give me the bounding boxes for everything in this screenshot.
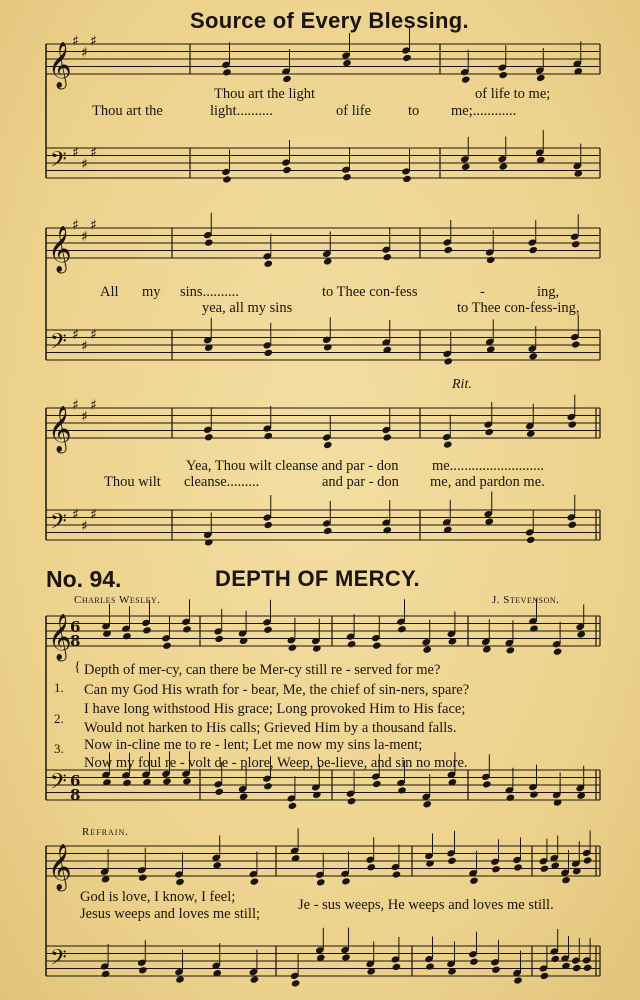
note-head bbox=[366, 863, 376, 871]
sharp-sign: ♯ bbox=[90, 33, 97, 50]
note-head bbox=[288, 802, 298, 810]
note-head bbox=[263, 521, 273, 529]
note-head bbox=[122, 779, 132, 787]
note-head bbox=[422, 646, 432, 654]
note-head bbox=[341, 953, 351, 961]
note-head bbox=[122, 632, 132, 640]
clef-symbol: 𝄢 bbox=[50, 945, 67, 976]
brace: { bbox=[74, 660, 81, 675]
clef-symbol: 𝄢 bbox=[50, 329, 67, 360]
time-signature-denominator: 8 bbox=[70, 632, 81, 650]
note-head bbox=[182, 625, 192, 633]
note-head bbox=[222, 175, 232, 183]
note-head bbox=[342, 173, 352, 181]
lyric: Thou art the light bbox=[214, 86, 316, 102]
note-head bbox=[469, 877, 479, 885]
sharp-sign: ♯ bbox=[90, 397, 97, 414]
note-head bbox=[323, 343, 333, 351]
lyric: me;............ bbox=[451, 103, 517, 119]
note-head bbox=[443, 440, 453, 448]
verse-line: Can my God His wrath for - bear, Me, the chief of sin-ners, spare? bbox=[84, 682, 470, 698]
time-signature-numerator: 6 bbox=[70, 772, 81, 790]
note-head bbox=[469, 958, 479, 966]
lyric: Yea, Thou wilt cleanse and par - don bbox=[186, 458, 399, 474]
note-head bbox=[506, 646, 516, 654]
note-head bbox=[484, 428, 494, 436]
note-head bbox=[402, 54, 412, 62]
note-head bbox=[214, 788, 224, 796]
music-credit: J. Stevenson. bbox=[492, 594, 560, 606]
note-head bbox=[583, 964, 593, 972]
clef-symbol: 𝄞 bbox=[48, 844, 72, 890]
note-head bbox=[138, 966, 148, 974]
note-head bbox=[506, 794, 516, 802]
note-head bbox=[341, 877, 351, 885]
clef-symbol: 𝄞 bbox=[48, 226, 72, 272]
lyric: and par - don bbox=[322, 474, 399, 490]
time-signature-denominator: 8 bbox=[70, 786, 81, 804]
verse-number: 3. bbox=[54, 741, 64, 756]
note-head bbox=[347, 640, 357, 648]
note-head bbox=[513, 863, 523, 871]
clef-symbol: 𝄢 bbox=[50, 147, 67, 178]
sharp-sign: ♯ bbox=[90, 507, 97, 523]
note-head bbox=[288, 644, 298, 652]
refrain-label: Refrain. bbox=[82, 826, 129, 838]
note-head bbox=[204, 238, 214, 246]
sharp-sign: ♯ bbox=[81, 338, 88, 355]
lyric: light.......... bbox=[210, 103, 273, 119]
note-head bbox=[461, 163, 471, 171]
note-head bbox=[425, 962, 435, 970]
note-head bbox=[571, 240, 581, 248]
note-head bbox=[316, 878, 326, 886]
lyric: cleanse......... bbox=[184, 474, 260, 490]
sharp-sign: ♯ bbox=[81, 228, 88, 245]
note-head bbox=[486, 256, 496, 264]
note-head bbox=[392, 870, 402, 878]
clef-symbol: 𝄞 bbox=[48, 406, 72, 452]
clef-symbol: 𝄢 bbox=[50, 509, 67, 540]
note-head bbox=[447, 857, 457, 865]
note-head bbox=[175, 878, 185, 886]
clef-symbol: 𝄢 bbox=[50, 769, 67, 800]
lyric: All bbox=[100, 284, 119, 300]
lyric: my bbox=[142, 284, 161, 300]
note-head bbox=[312, 791, 322, 799]
sharp-sign: ♯ bbox=[72, 145, 79, 161]
note-head bbox=[540, 972, 550, 980]
time-signature-numerator: 6 bbox=[70, 618, 81, 636]
note-head bbox=[526, 536, 536, 544]
note-head bbox=[214, 635, 224, 643]
lyric: to bbox=[408, 103, 420, 119]
note-head bbox=[382, 253, 392, 261]
sharp-sign: ♯ bbox=[72, 507, 79, 523]
note-head bbox=[263, 626, 273, 634]
clef-symbol: 𝄞 bbox=[48, 42, 72, 88]
lyric: to Thee con-fess-ing, bbox=[457, 300, 580, 316]
note-head bbox=[372, 641, 382, 649]
lyric: me.......................... bbox=[432, 458, 544, 474]
note-head bbox=[491, 966, 501, 974]
note-head bbox=[567, 420, 577, 428]
refrain-line: God is love, I know, I feel; bbox=[80, 889, 236, 905]
note-head bbox=[536, 74, 546, 82]
note-head bbox=[291, 979, 301, 987]
note-head bbox=[461, 75, 471, 83]
lyric: me, and pardon me. bbox=[430, 474, 545, 490]
sharp-sign: ♯ bbox=[72, 327, 79, 343]
lyric: Thou art the bbox=[92, 103, 163, 119]
note-head bbox=[239, 792, 249, 800]
note-head bbox=[342, 59, 352, 67]
note-head bbox=[402, 175, 412, 183]
note-head bbox=[263, 349, 273, 357]
lyric: of life to me; bbox=[475, 86, 551, 102]
verse-line: Now my foul re - volt de - plore, Weep, be-lieve, and sin no more. bbox=[84, 755, 468, 771]
note-head bbox=[250, 877, 260, 885]
note-head bbox=[263, 782, 273, 790]
note-head bbox=[239, 637, 249, 645]
lyric: Thou wilt bbox=[104, 474, 161, 490]
note-head bbox=[101, 970, 111, 978]
sharp-sign: ♯ bbox=[81, 408, 88, 425]
verse-line: Depth of mer-cy, can there be Mer-cy still re - served for me? bbox=[84, 662, 441, 678]
note-head bbox=[162, 777, 172, 785]
note-head bbox=[443, 357, 453, 365]
lyric: - bbox=[480, 284, 485, 300]
clef-symbol: 𝄞 bbox=[48, 614, 72, 660]
note-head bbox=[263, 432, 273, 440]
note-head bbox=[528, 352, 538, 360]
hymn-title: DEPTH OF MERCY. bbox=[215, 566, 420, 591]
lyric: yea, all my sins bbox=[202, 300, 293, 316]
note-head bbox=[222, 68, 232, 76]
note-head bbox=[392, 963, 402, 971]
note-head bbox=[138, 873, 148, 881]
note-head bbox=[553, 647, 563, 655]
note-head bbox=[443, 246, 453, 254]
note-head bbox=[498, 71, 508, 79]
note-head bbox=[175, 975, 185, 983]
note-head bbox=[491, 865, 501, 873]
note-head bbox=[282, 75, 292, 83]
verse-line: Would not harken to His calls; Grieved Him by a thousand falls. bbox=[84, 720, 457, 736]
note-head bbox=[571, 340, 581, 348]
note-head bbox=[583, 856, 593, 864]
note-head bbox=[572, 964, 582, 972]
note-head bbox=[482, 780, 492, 788]
note-head bbox=[323, 527, 333, 535]
verse-number: 2. bbox=[54, 711, 64, 726]
note-head bbox=[561, 876, 571, 884]
sharp-sign: ♯ bbox=[90, 327, 97, 343]
lyric: ing, bbox=[537, 284, 560, 300]
note-head bbox=[382, 433, 392, 441]
note-head bbox=[567, 521, 577, 529]
verse-line: I have long withstood His grace; Long provoked Him to His face; bbox=[84, 701, 466, 717]
note-head bbox=[513, 976, 523, 984]
refrain-line: Jesus weeps and loves me still; bbox=[80, 906, 261, 922]
note-head bbox=[162, 642, 172, 650]
note-head bbox=[529, 790, 539, 798]
refrain-line: Je - sus weeps, He weeps and loves me still. bbox=[298, 897, 554, 913]
lyric: sins.......... bbox=[180, 284, 239, 300]
sharp-sign: ♯ bbox=[81, 44, 88, 61]
sharp-sign: ♯ bbox=[81, 518, 88, 535]
note-head bbox=[550, 955, 560, 963]
note-head bbox=[204, 538, 214, 546]
sharp-sign: ♯ bbox=[72, 33, 79, 50]
note-head bbox=[372, 780, 382, 788]
note-head bbox=[250, 975, 260, 983]
note-head bbox=[498, 162, 508, 170]
hymn-title: Source of Every Blessing. bbox=[190, 8, 469, 33]
note-head bbox=[263, 260, 273, 268]
note-head bbox=[397, 625, 407, 633]
ritardando-marking: Rit. bbox=[452, 377, 472, 392]
words-credit: Charles Wesley. bbox=[74, 594, 161, 606]
note-head bbox=[282, 166, 292, 174]
verse-line: Now in-cline me to re - lent; Let me now my sins la-ment; bbox=[84, 737, 423, 753]
note-head bbox=[528, 246, 538, 254]
note-head bbox=[182, 777, 192, 785]
note-head bbox=[323, 441, 333, 449]
sharp-sign: ♯ bbox=[81, 156, 88, 173]
sharp-sign: ♯ bbox=[90, 145, 97, 161]
note-head bbox=[347, 797, 357, 805]
lyric: of life bbox=[336, 103, 372, 119]
note-head bbox=[529, 624, 539, 632]
hymn-number: No. 94. bbox=[46, 566, 122, 592]
note-head bbox=[204, 433, 214, 441]
verse-number: 1. bbox=[54, 680, 64, 695]
sharp-sign: ♯ bbox=[72, 217, 79, 234]
note-head bbox=[142, 626, 152, 634]
sharp-sign: ♯ bbox=[90, 217, 97, 234]
note-head bbox=[397, 786, 407, 794]
sharp-sign: ♯ bbox=[72, 397, 79, 414]
lyric: to Thee con-fess bbox=[322, 284, 418, 300]
note-head bbox=[422, 800, 432, 808]
note-head bbox=[540, 865, 550, 873]
note-head bbox=[382, 526, 392, 534]
